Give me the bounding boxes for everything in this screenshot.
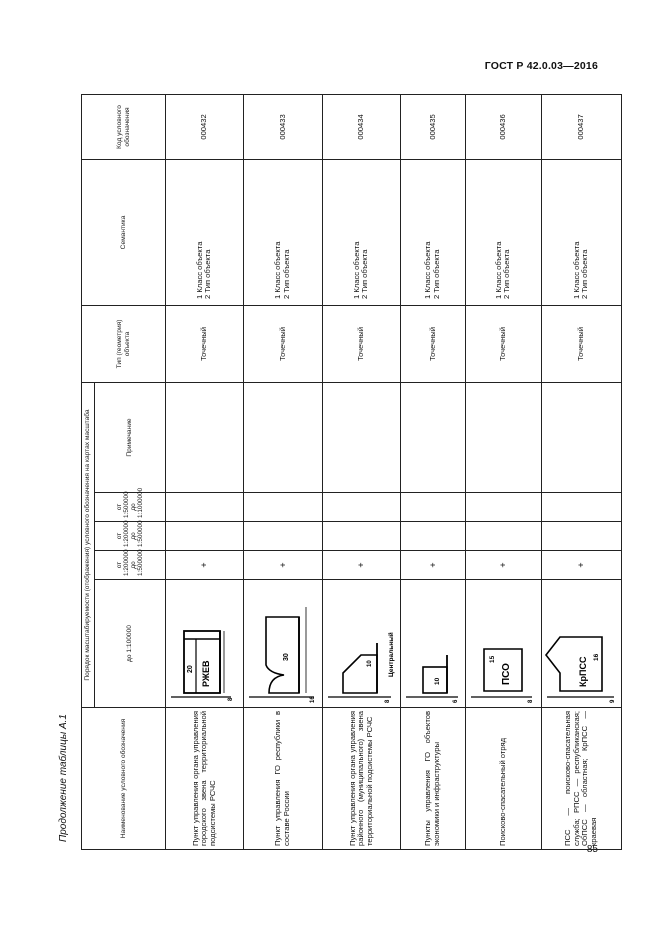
header-geometry: Тип (геометрия) объекта [82, 305, 166, 382]
dimension-label: 8 [528, 699, 534, 703]
symbol-economy-icon [401, 579, 463, 707]
code-cell: 000437 [541, 94, 622, 159]
symbols-table [81, 94, 622, 850]
semantics-cell [323, 159, 401, 305]
dimension-label: 6 [452, 699, 459, 703]
dimension-label: 8 [385, 699, 391, 703]
scale-mark: + [466, 551, 542, 580]
semantics-cell [541, 159, 622, 305]
symbol-cell [243, 580, 323, 708]
document-header: ГОСТ Р 42.0.03—2016 [484, 60, 598, 72]
symbol-label: Центральный [388, 632, 395, 677]
dimension-label: 16 [592, 653, 600, 661]
code-cell: 000436 [466, 94, 542, 159]
symbol-district-icon [323, 579, 397, 707]
symbol-cell [166, 580, 244, 708]
dimension-label: 16 [309, 696, 316, 703]
table-row [243, 94, 323, 849]
table-row [400, 94, 466, 849]
scale-mark: + [243, 551, 323, 580]
semantics-line: 2 Тип объекта [431, 249, 441, 299]
empty-cell [166, 522, 244, 551]
code-cell: 000433 [243, 94, 323, 159]
header-scale-3: от 1:200000 до 1:500000 [95, 522, 166, 551]
symbol-cell [541, 580, 622, 708]
semantics-line: 1 Класс объекта [571, 241, 581, 299]
semantics-line: 2 Тип объекта [203, 249, 213, 299]
geometry-cell: Точечный [243, 305, 323, 382]
empty-cell [541, 493, 622, 522]
semantics-line: 1 Класс объекта [493, 241, 503, 299]
header-code: Код условного обозначения [82, 94, 166, 159]
row-name: Поисково-спасательный отряд [466, 708, 542, 850]
symbol-republic-icon [244, 579, 320, 707]
empty-cell [323, 522, 401, 551]
symbol-cell [323, 580, 401, 708]
dimension-label: 8 [228, 697, 234, 701]
geometry-cell: Точечный [166, 305, 244, 382]
scale-mark: + [541, 551, 622, 580]
dimension-label: 15 [489, 655, 496, 663]
semantics-line: 2 Тип объекта [580, 249, 590, 299]
page-number: 85 [586, 844, 598, 855]
semantics-cell [166, 159, 244, 305]
scale-mark: + [400, 551, 466, 580]
symbol-label: РЖЕВ [201, 660, 211, 687]
header-scale-group: Порядок масштабируемости (отображения) условного обозначения на картах масштаба [82, 382, 95, 707]
dimension-label: 10 [367, 660, 373, 667]
symbol-label: ПСО [501, 663, 512, 685]
note-cell [243, 382, 323, 492]
table-row [166, 94, 244, 849]
empty-cell [400, 493, 466, 522]
note-cell [166, 382, 244, 492]
geometry-cell: Точечный [541, 305, 622, 382]
dimension-label: 30 [282, 653, 290, 661]
symbol-krpss-icon [542, 579, 619, 707]
code-cell: 000432 [166, 94, 244, 159]
semantics-cell [400, 159, 466, 305]
semantics-line: 1 Класс объекта [273, 241, 283, 299]
row-name: Пункт управления органа управления районного (муниципального) звена территориальной подсистемы РСЧС [323, 708, 401, 850]
code-cell: 000435 [400, 94, 466, 159]
symbol-pso-icon [466, 579, 538, 707]
semantics-cell [243, 159, 323, 305]
note-cell [323, 382, 401, 492]
empty-cell [466, 493, 542, 522]
row-name: Пункты управления ГО объектов экономики и инфраструктуры [400, 708, 466, 850]
semantics-cell [466, 159, 542, 305]
header-scale-4: от 1:500000 до 1:1000000 [95, 493, 166, 522]
symbol-cell [400, 580, 466, 708]
header-note: Примечание [95, 382, 166, 492]
geometry-cell: Точечный [466, 305, 542, 382]
note-cell [400, 382, 466, 492]
table-caption: Продолжение таблицы А.1 [58, 714, 69, 842]
note-cell [541, 382, 622, 492]
empty-cell [166, 493, 244, 522]
empty-cell [323, 493, 401, 522]
geometry-cell: Точечный [323, 305, 401, 382]
scale-mark: + [323, 551, 401, 580]
empty-cell [400, 522, 466, 551]
row-name: ПСС — поисково-спасательная служба; РПСС — республиканская; ОбПСС — областная; КрПСС — краевая [541, 708, 622, 850]
semantics-line: 2 Тип объекта [502, 249, 512, 299]
row-name: Пункт управления органа управления городского звена территориальной подсистемы РСЧС [166, 708, 244, 850]
empty-cell [466, 522, 542, 551]
dimension-label: 10 [433, 677, 441, 685]
header-name: Наименование условного обозначения [82, 708, 166, 850]
semantics-line: 1 Класс объекта [194, 241, 204, 299]
semantics-line: 1 Класс объекта [351, 241, 361, 299]
table-row [466, 94, 542, 849]
semantics-line: 2 Тип объекта [281, 249, 291, 299]
symbol-label: КрПСС [577, 656, 588, 687]
geometry-cell: Точечный [400, 305, 466, 382]
code-cell: 000434 [323, 94, 401, 159]
table-row [541, 94, 622, 849]
empty-cell [541, 522, 622, 551]
symbol-cell [466, 580, 542, 708]
header-row-1 [82, 94, 95, 849]
semantics-line: 2 Тип объекта [360, 249, 370, 299]
semantics-line: 1 Класс объекта [423, 241, 433, 299]
row-name: Пункт управления ГО республики в составе России [243, 708, 323, 850]
dimension-label: 9 [609, 699, 616, 703]
header-scale-2: от 1:200000 до 1:500000 [95, 551, 166, 580]
symbol-rzhev-icon [166, 579, 240, 707]
header-semantics: Семантика [82, 159, 166, 305]
dimension-label: 20 [187, 665, 194, 673]
header-scale-1: до 1:100000 [95, 580, 166, 708]
note-cell [466, 382, 542, 492]
rotated-table-container [81, 95, 616, 850]
empty-cell [243, 522, 323, 551]
table-row [323, 94, 401, 849]
scale-mark: + [166, 551, 244, 580]
empty-cell [243, 493, 323, 522]
